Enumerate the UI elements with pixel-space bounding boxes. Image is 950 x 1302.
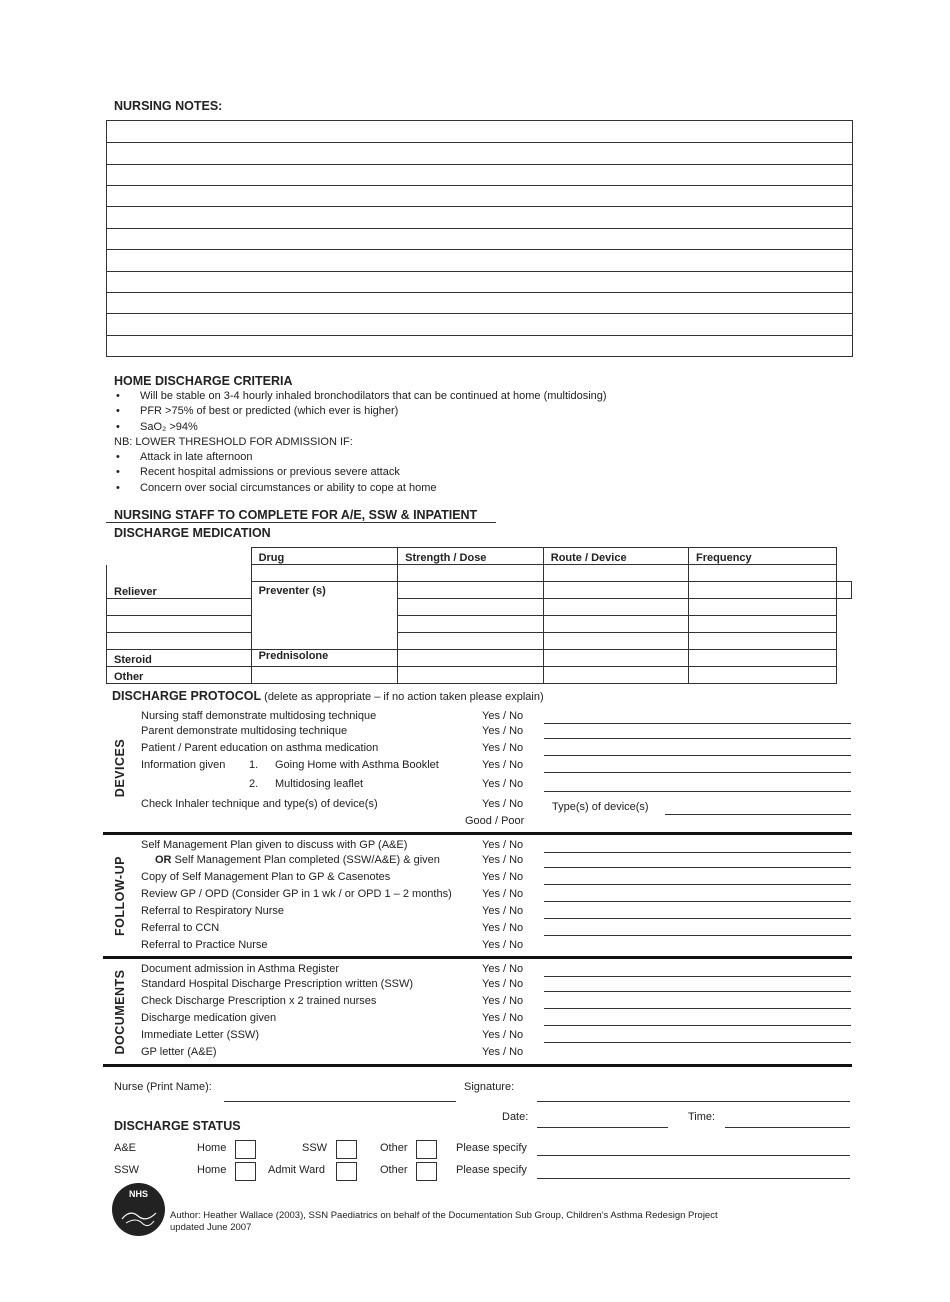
- ae-other-checkbox[interactable]: [416, 1140, 437, 1159]
- nhs-logo-icon: NHS: [112, 1183, 165, 1236]
- threshold-item: • Recent hospital admissions or previous severe attack: [114, 465, 834, 480]
- notes-line[interactable]: [107, 249, 852, 250]
- col-strength: Strength / Dose: [398, 548, 544, 565]
- followup-row[interactable]: Referral to CCN Yes / No: [141, 920, 851, 937]
- followup-row[interactable]: Referral to Respiratory Nurse Yes / No: [141, 903, 851, 920]
- ae-label: A&E: [114, 1142, 137, 1154]
- section-divider: [103, 956, 852, 959]
- ssw-home-checkbox[interactable]: [235, 1162, 256, 1181]
- nursing-notes-box[interactable]: [106, 120, 853, 357]
- criteria-item: • Will be stable on 3-4 hourly inhaled bronchodilators that can be continued at home (multidosing): [114, 389, 834, 404]
- col-route: Route / Device: [543, 548, 688, 565]
- table-row: [107, 633, 852, 650]
- devices-row[interactable]: Information given 1. Going Home with Asthma Booklet Yes / No: [141, 757, 851, 774]
- medication-table: [106, 547, 852, 684]
- ae-other-label: Other: [380, 1142, 408, 1154]
- documents-row[interactable]: Standard Hospital Discharge Prescription written (SSW) Yes / No: [141, 976, 851, 993]
- notes-line[interactable]: [107, 292, 852, 293]
- notes-line[interactable]: [107, 206, 852, 207]
- section-divider: [103, 832, 852, 835]
- notes-line[interactable]: [107, 228, 852, 229]
- ae-ssw-checkbox[interactable]: [336, 1140, 357, 1159]
- criteria-item: • SaO₂ >94%: [114, 420, 834, 435]
- ssw-please-specify: Please specify: [456, 1164, 527, 1176]
- documents-row[interactable]: GP letter (A&E) Yes / No: [141, 1046, 524, 1058]
- followup-row[interactable]: Review GP / OPD (Consider GP in 1 wk / or OPD 1 – 2 months) Yes / No: [141, 886, 851, 903]
- home-discharge-title: HOME DISCHARGE CRITERIA: [114, 374, 293, 388]
- threshold-item: • Concern over social circumstances or ability to cope at home: [114, 481, 834, 496]
- ssw-other-label: Other: [380, 1164, 408, 1176]
- notes-line[interactable]: [107, 164, 852, 165]
- notes-line[interactable]: [107, 335, 852, 336]
- steroid-drug: Prednisolone: [251, 650, 398, 667]
- nurse-name-field[interactable]: [224, 1101, 456, 1102]
- preventer-label: Preventer (s): [251, 582, 398, 650]
- ae-home-checkbox[interactable]: [235, 1140, 256, 1159]
- steroid-label: Steroid: [107, 650, 252, 667]
- col-frequency: Frequency: [689, 548, 837, 565]
- notes-line[interactable]: [107, 142, 852, 143]
- device-types-label: Type(s) of device(s): [552, 801, 649, 813]
- table-row: [107, 565, 852, 582]
- devices-row[interactable]: Patient / Parent education on asthma medication Yes / No: [141, 740, 851, 757]
- devices-row[interactable]: Nursing staff demonstrate multidosing technique Yes / No: [141, 708, 851, 725]
- staff-heading-underline: [106, 522, 496, 523]
- footer-author: Author: Heather Wallace (2003), SSN Paediatrics on behalf of the Documentation Sub Group, Children’s Asthma Redesign Project: [170, 1210, 718, 1221]
- footer-updated: updated June 2007: [170, 1222, 252, 1233]
- devices-section-label: DEVICES: [113, 738, 127, 798]
- table-row: [107, 616, 852, 633]
- ssw-home-label: Home: [197, 1164, 227, 1176]
- discharge-protocol-title: DISCHARGE PROTOCOL: [112, 689, 262, 703]
- documents-section-label: DOCUMENTS: [113, 969, 127, 1055]
- ssw-admit-ward-label: Admit Ward: [268, 1164, 326, 1176]
- discharge-status-title: DISCHARGE STATUS: [114, 1119, 241, 1133]
- table-row: [107, 599, 852, 616]
- discharge-medication-title: DISCHARGE MEDICATION: [114, 526, 271, 540]
- documents-row[interactable]: Document admission in Asthma Register Yes / No: [141, 961, 851, 978]
- followup-row[interactable]: Referral to Practice Nurse Yes / No: [141, 939, 524, 951]
- date-label: Date:: [502, 1111, 529, 1123]
- ae-ssw-label: SSW: [302, 1142, 328, 1154]
- section-divider: [103, 1064, 852, 1067]
- ssw-other-checkbox[interactable]: [416, 1162, 437, 1181]
- devices-row[interactable]: 2. Multidosing leaflet Yes / No: [141, 776, 851, 793]
- documents-row[interactable]: Immediate Letter (SSW) Yes / No: [141, 1027, 851, 1044]
- ssw-admit-ward-checkbox[interactable]: [336, 1162, 357, 1181]
- good-poor[interactable]: Good / Poor: [465, 815, 525, 827]
- table-row: [107, 667, 852, 684]
- criteria-item: • PFR >75% of best or predicted (which ever is higher): [114, 404, 834, 419]
- ssw-label: SSW: [114, 1164, 140, 1176]
- ae-home-label: Home: [197, 1142, 227, 1154]
- time-label: Time:: [688, 1111, 716, 1123]
- footer-text: [170, 1210, 718, 1234]
- devices-row[interactable]: Parent demonstrate multidosing technique Yes / No: [141, 723, 851, 740]
- notes-line[interactable]: [107, 185, 852, 186]
- signature-field[interactable]: [537, 1101, 850, 1102]
- reliever-label: Reliever: [107, 565, 252, 599]
- followup-row[interactable]: OR Self Management Plan completed (SSW/A&E) & given Yes / No: [141, 852, 851, 869]
- other-label: Other: [107, 667, 252, 684]
- nb-threshold: NB: LOWER THRESHOLD FOR ADMISSION IF:: [114, 435, 353, 448]
- col-drug: Drug: [251, 548, 398, 565]
- home-discharge-criteria: [114, 389, 834, 496]
- discharge-protocol-heading: [112, 689, 544, 703]
- nurse-name-label: Nurse (Print Name):: [114, 1081, 212, 1093]
- devices-row[interactable]: Check Inhaler technique and type(s) of device(s) Yes / No Type(s) of device(s): [141, 796, 851, 813]
- nursing-notes-title: NURSING NOTES:: [114, 99, 223, 113]
- table-header-row: [107, 548, 852, 565]
- documents-row[interactable]: Discharge medication given Yes / No: [141, 1010, 851, 1027]
- documents-row[interactable]: Check Discharge Prescription x 2 trained nurses Yes / No: [141, 993, 851, 1010]
- date-field[interactable]: [537, 1127, 668, 1128]
- table-row: [107, 650, 852, 667]
- ae-please-specify: Please specify: [456, 1142, 527, 1154]
- notes-line[interactable]: [107, 313, 852, 314]
- ssw-specify-field[interactable]: [537, 1178, 850, 1179]
- followup-section-label: FOLLOW-UP: [113, 856, 127, 936]
- signature-label: Signature:: [464, 1081, 515, 1093]
- threshold-item: • Attack in late afternoon: [114, 450, 834, 465]
- discharge-protocol-note: (delete as appropriate – if no action taken please explain): [264, 691, 544, 703]
- staff-heading: NURSING STAFF TO COMPLETE FOR A/E, SSW & INPATIENT: [114, 508, 478, 522]
- followup-row[interactable]: Copy of Self Management Plan to GP & Casenotes Yes / No: [141, 869, 851, 886]
- time-field[interactable]: [725, 1127, 850, 1128]
- notes-line[interactable]: [107, 271, 852, 272]
- ae-specify-field[interactable]: [537, 1155, 850, 1156]
- followup-row[interactable]: Self Management Plan given to discuss with GP (A&E) Yes / No: [141, 837, 851, 854]
